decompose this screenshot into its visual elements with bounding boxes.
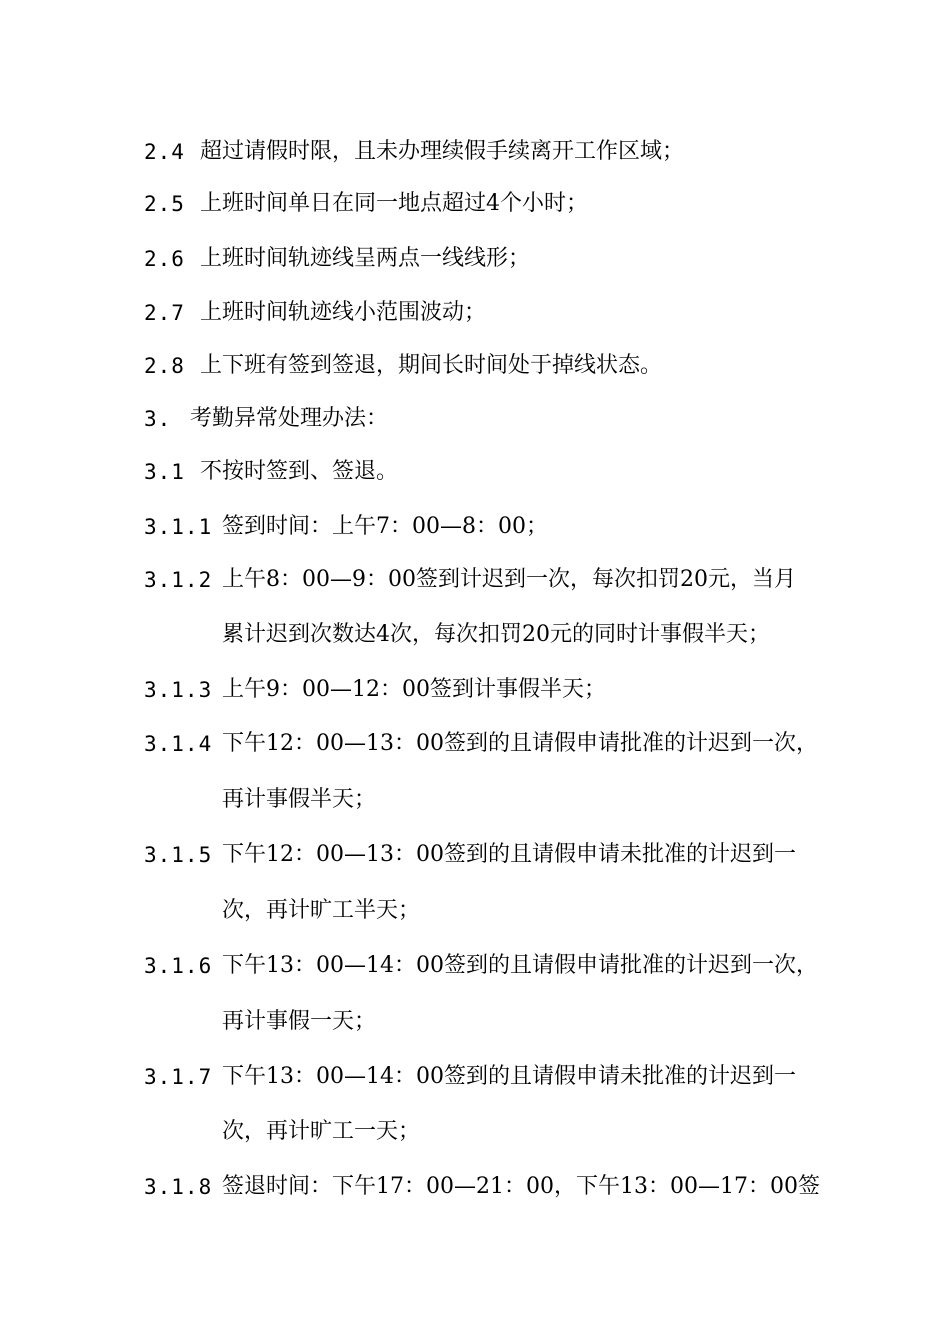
clause-text: 上班时间轨迹线呈两点一线线形； <box>200 246 531 271</box>
clause-number: 3.1.6 <box>144 954 213 978</box>
clause-text: 不按时签到、签退。 <box>200 459 399 484</box>
clause-number: 3.1.8 <box>144 1175 213 1199</box>
clause-number: 2.8 <box>144 354 185 378</box>
clause-text: 上班时间单日在同一地点超过4个小时； <box>200 191 588 216</box>
clause-text: 上班时间轨迹线小范围波动； <box>200 300 487 325</box>
clause-continuation-text: 再计事假半天； <box>222 787 377 812</box>
clause-text: 上午8：00—9：00签到计迟到一次，每次扣罚20元，当月 <box>222 567 796 592</box>
clause-number: 3.1.5 <box>144 843 213 867</box>
clause-text: 下午12：00—13：00签到的且请假申请批准的计迟到一次， <box>222 731 818 756</box>
clause-number: 2.5 <box>144 192 185 216</box>
clause-text: 超过请假时限，且未办理续假手续离开工作区域； <box>200 139 685 164</box>
clause-number: 3.1 <box>144 460 185 484</box>
clause-number: 2.6 <box>144 247 185 271</box>
clause-text: 上下班有签到签退，期间长时间处于掉线状态。 <box>200 353 663 378</box>
clause-text: 下午13：00—14：00签到的且请假申请批准的计迟到一次， <box>222 953 818 978</box>
clause-number: 3.1.1 <box>144 515 213 539</box>
clause-number: 3.1.4 <box>144 732 213 756</box>
clause-text: 签到时间：上午7：00—8：00； <box>222 514 548 539</box>
clause-number: 3.1.2 <box>144 568 213 592</box>
clause-continuation-text: 累计迟到次数达4次，每次扣罚20元的同时计事假半天； <box>222 622 770 647</box>
clause-number: 3. <box>144 407 172 431</box>
clause-text: 签退时间：下午17：00—21：00，下午13：00—17：00签 <box>222 1174 820 1199</box>
clause-text: 下午12：00—13：00签到的且请假申请未批准的计迟到一 <box>222 842 796 867</box>
clause-text: 上午9：00—12：00签到计事假半天； <box>222 677 606 702</box>
clause-continuation-text: 次，再计旷工半天； <box>222 898 421 923</box>
clause-continuation-text: 再计事假一天； <box>222 1009 377 1034</box>
clause-number: 2.7 <box>144 301 185 325</box>
clause-number: 3.1.3 <box>144 678 213 702</box>
clause-text: 下午13：00—14：00签到的且请假申请未批准的计迟到一 <box>222 1064 796 1089</box>
clause-number: 2.4 <box>144 140 185 164</box>
clause-continuation-text: 次，再计旷工一天； <box>222 1119 421 1144</box>
clause-text: 考勤异常处理办法： <box>190 406 389 431</box>
clause-number: 3.1.7 <box>144 1065 213 1089</box>
